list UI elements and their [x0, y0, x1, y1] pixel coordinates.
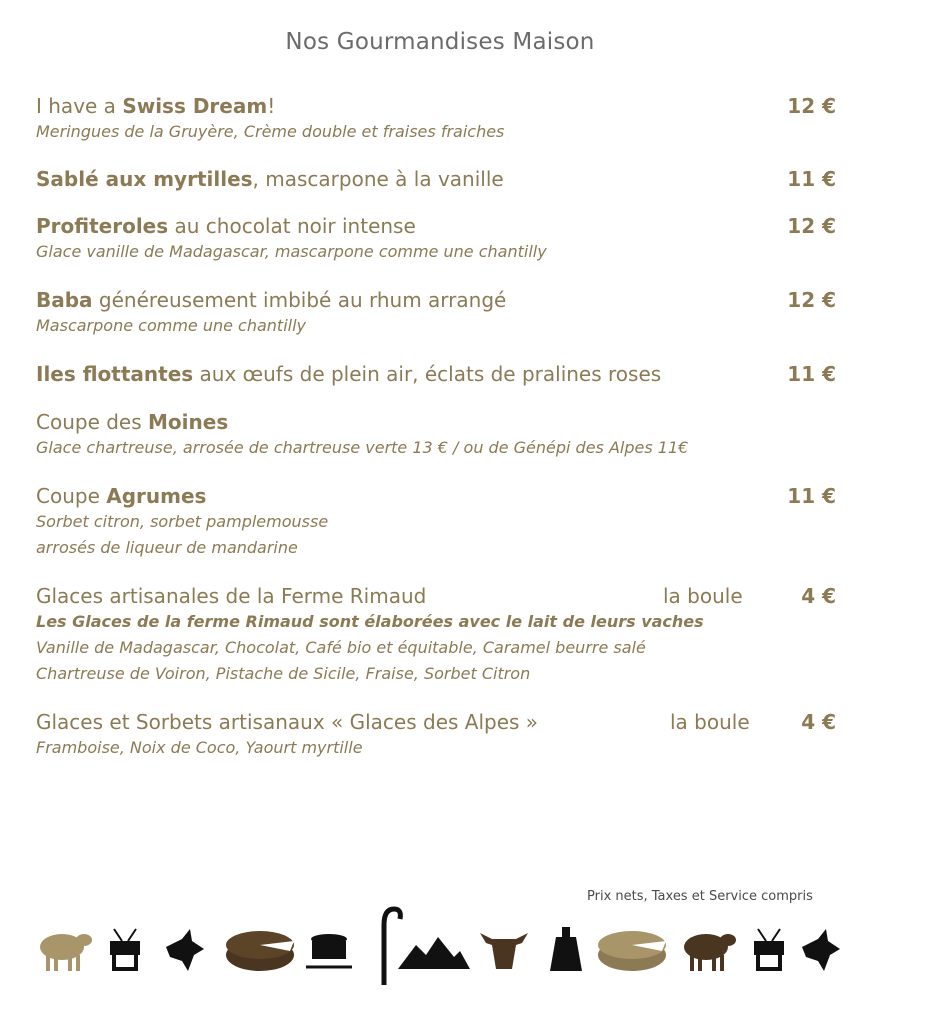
menu-item: [36, 166, 836, 192]
item-description: arrosés de liqueur de mandarine: [36, 538, 298, 557]
cooking-pot-icon: [306, 931, 352, 973]
page-title: Nos Gourmandises Maison: [285, 29, 595, 55]
menu-item: [36, 361, 836, 387]
menu-item: [36, 213, 836, 265]
item-unit: la boule: [663, 584, 743, 608]
item-description: Sorbet citron, sorbet pamplemousse: [36, 512, 329, 531]
item-unit: la boule: [670, 710, 750, 734]
item-name: Sablé aux myrtilles, mascarpone à la vanille: [36, 167, 504, 191]
footer-note: Prix nets, Taxes et Service compris: [587, 889, 813, 904]
cow-icon: [478, 925, 530, 973]
cheese-wheel-icon: [224, 929, 296, 973]
item-name: Glaces artisanales de la Ferme Rimaud: [36, 584, 427, 608]
item-name: Iles flottantes aux œufs de plein air, éclats de pralines roses: [36, 362, 662, 386]
mountains-icon: [398, 935, 470, 971]
item-price: 4 €: [801, 710, 836, 734]
item-price: 12 €: [787, 94, 836, 118]
item-price: 12 €: [787, 288, 836, 312]
goat-icon: [796, 927, 842, 973]
item-description: Chartreuse de Voiron, Pistache de Sicile, Fraise, Sorbet Citron: [36, 664, 531, 683]
menu-item: [36, 709, 836, 761]
cheese-wheel-icon: [596, 929, 668, 973]
item-price: 11 €: [787, 167, 836, 191]
item-name: Profiteroles au chocolat noir intense: [36, 214, 416, 238]
item-name: Baba généreusement imbibé au rhum arrangé: [36, 288, 507, 312]
fondue-pot-icon: [106, 927, 144, 973]
item-price: 12 €: [787, 214, 836, 238]
sheep-icon: [678, 927, 738, 973]
menu-item: [36, 287, 836, 339]
item-description: Glace vanille de Madagascar, mascarpone comme une chantilly: [36, 242, 547, 261]
menu-item: [36, 93, 836, 145]
item-name: I have a Swiss Dream!: [36, 94, 276, 118]
item-description: Framboise, Noix de Coco, Yaourt myrtille: [36, 738, 363, 757]
item-highlight: Les Glaces de la ferme Rimaud sont élaborées avec le lait de leurs vaches: [36, 612, 704, 631]
item-description: Vanille de Madagascar, Chocolat, Café bio et équitable, Caramel beurre salé: [36, 638, 646, 657]
fondue-pot-icon: [750, 927, 788, 973]
menu-item: [36, 483, 836, 561]
goat-icon: [160, 927, 206, 973]
item-price: 11 €: [787, 484, 836, 508]
cowbell-icon: [548, 927, 584, 975]
menu-item: [36, 583, 836, 687]
item-description: Mascarpone comme une chantilly: [36, 316, 306, 335]
item-price: 4 €: [801, 584, 836, 608]
icon-strip: [30, 905, 910, 995]
item-description: Glace chartreuse, arrosée de chartreuse verte 13 € / ou de Génépi des Alpes 11€: [36, 438, 689, 457]
item-name: Glaces et Sorbets artisanaux « Glaces des Alpes »: [36, 710, 539, 734]
item-description: Meringues de la Gruyère, Crème double et fraises fraiches: [36, 122, 505, 141]
sheep-icon: [34, 927, 94, 973]
item-name: Coupe des Moines: [36, 410, 229, 434]
item-price: 11 €: [787, 362, 836, 386]
menu-item: [36, 409, 836, 461]
item-name: Coupe Agrumes: [36, 484, 207, 508]
